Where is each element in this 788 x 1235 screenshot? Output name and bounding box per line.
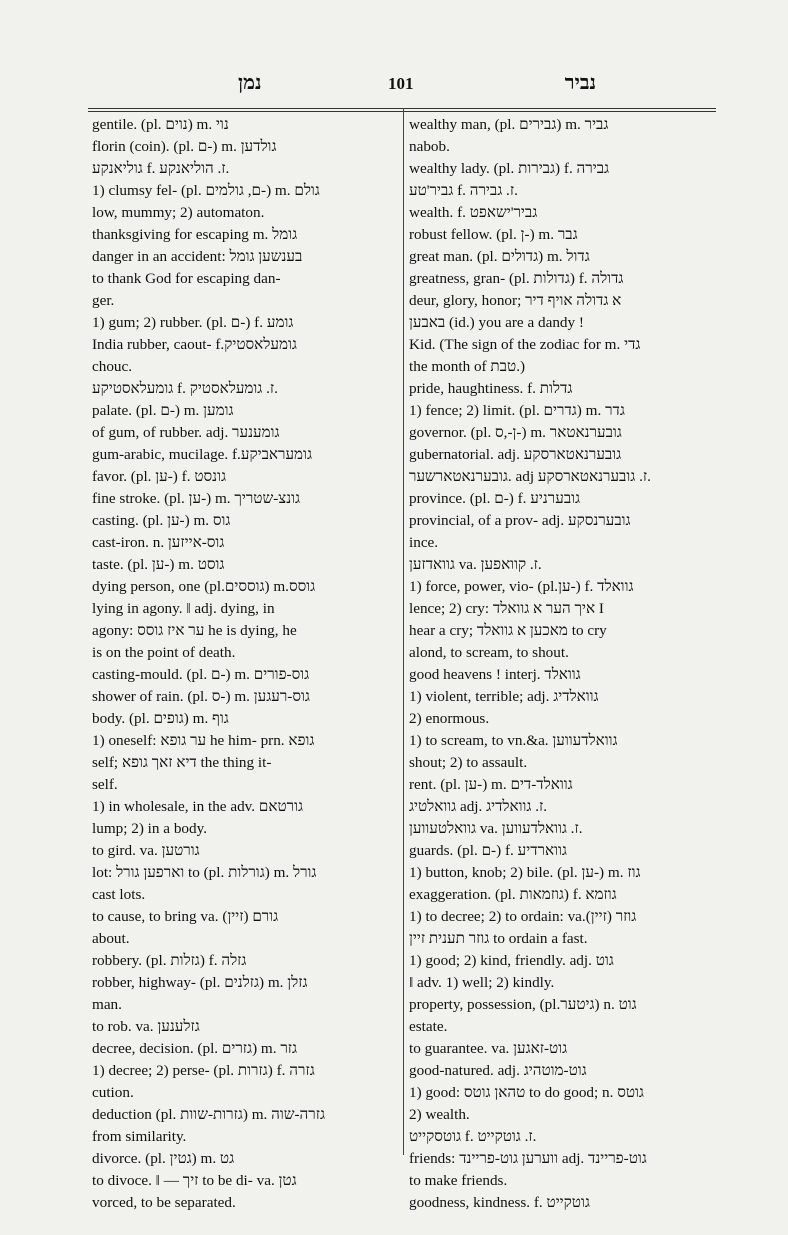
dictionary-line: lence; 2) cry: איך הער א גוואלד I bbox=[409, 600, 604, 617]
dictionary-line: friends: ווערען גוט-פריינד adj. גוט-פריינד bbox=[409, 1150, 647, 1167]
dictionary-line: wealthy man, (pl. גבירים) m. גביר bbox=[409, 116, 609, 133]
dictionary-line: the month of טבת.) bbox=[409, 358, 526, 375]
dictionary-line: gum-arabic, mucilage. f.גומעראביקע bbox=[92, 446, 312, 463]
dictionary-line: India rubber, caout- f.גומעלאסטיק bbox=[92, 336, 297, 353]
dictionary-line: באבען (id.) you are a dandy ! bbox=[409, 314, 584, 331]
dictionary-line: self; דיא זאך גופא the thing it- bbox=[92, 754, 272, 771]
dictionary-line: גוטסקייט f. ז. גוטקייט. bbox=[409, 1128, 537, 1145]
dictionary-line: casting. (pl. ען-) m. גוס bbox=[92, 512, 231, 529]
dictionary-line: about. bbox=[92, 930, 130, 947]
dictionary-line: hear a cry; מאכען א גוואלד to cry bbox=[409, 622, 607, 639]
dictionary-line: wealth. f. גביר'ישאפט bbox=[409, 204, 538, 221]
dictionary-line: גוליאנקע f. ז. הוליאנקע. bbox=[92, 160, 230, 177]
dictionary-line: cast lots. bbox=[92, 886, 146, 903]
dictionary-line: ince. bbox=[409, 534, 439, 551]
page-header bbox=[88, 72, 716, 106]
dictionary-line: to gird. va. גורטען bbox=[92, 842, 200, 859]
dictionary-line: lump; 2) in a body. bbox=[92, 820, 208, 837]
dictionary-line: estate. bbox=[409, 1018, 448, 1035]
dictionary-line: גוואלטעווען va. ז. גוואלדעווען. bbox=[409, 820, 583, 837]
dictionary-line: deduction (pl. גזרות-שוות) m. גזרה-שוה bbox=[92, 1106, 326, 1123]
dictionary-line: good-natured. adj. גוט-מוטהיג bbox=[409, 1062, 587, 1079]
dictionary-line: ger. bbox=[92, 292, 115, 309]
dictionary-line: shout; 2) to assault. bbox=[409, 754, 528, 771]
dictionary-line: ‖ adv. 1) well; 2) kindly. bbox=[409, 974, 555, 991]
dictionary-line: favor. (pl. ען-) f. גונסט bbox=[92, 468, 226, 485]
dictionary-line: province. (pl. ם-) f. גובערניע bbox=[409, 490, 581, 507]
dictionary-line: cast-iron. n. גוס-אייזען bbox=[92, 534, 225, 551]
dictionary-line: chouc. bbox=[92, 358, 133, 375]
dictionary-line: body. (pl. גופים) m. גוף bbox=[92, 710, 229, 727]
dictionary-line: man. bbox=[92, 996, 122, 1013]
dictionary-line: casting-mould. (pl. ם-) m. גוס-פורים bbox=[92, 666, 310, 683]
dictionary-line: 1) decree; 2) perse- (pl. גזרות) f. גזרה bbox=[92, 1062, 315, 1079]
dictionary-line: robbery. (pl. גזלות) f. גזלה bbox=[92, 952, 247, 969]
header-right-word: נביר bbox=[564, 72, 596, 94]
dictionary-line: 1) good; 2) kind, friendly. adj. גוט bbox=[409, 952, 614, 969]
dictionary-line: is on the point of death. bbox=[92, 644, 236, 661]
dictionary-line: 2) enormous. bbox=[409, 710, 490, 727]
dictionary-line: danger in an accident: בענשען גומל bbox=[92, 248, 303, 265]
dictionary-line: 1) oneself: ער גופא he him- prn. גופא bbox=[92, 732, 315, 749]
dictionary-line: fine stroke. (pl. ען-) m. גונצ-שטריך bbox=[92, 490, 301, 507]
dictionary-line: goodness, kindness. f. גוטקייט bbox=[409, 1194, 590, 1211]
dictionary-line: exaggeration. (pl. גוזמאות) f. גוזמא bbox=[409, 886, 617, 903]
column-divider bbox=[403, 108, 404, 1155]
dictionary-line: 2) wealth. bbox=[409, 1106, 470, 1123]
header-rule bbox=[88, 108, 716, 109]
dictionary-line: to divoce. ‖ — זיך to be di- va. גטן bbox=[92, 1172, 297, 1189]
dictionary-line: dying person, one (pl.גוססים) m.גוסס bbox=[92, 578, 316, 595]
dictionary-line: 1) fence; 2) limit. (pl. גדרים) m. גדר bbox=[409, 402, 625, 419]
dictionary-line: lot: וארפען גורל to (pl. גורלות) m. גורל bbox=[92, 864, 317, 881]
dictionary-line: property, possession, (pl.גיטער) n. גוט bbox=[409, 996, 637, 1013]
dictionary-line: 1) violent, terrible; adj. גוואלדיג bbox=[409, 688, 599, 705]
dictionary-line: divorce. (pl. גטין) m. גט bbox=[92, 1150, 235, 1167]
right-column bbox=[409, 114, 714, 1214]
left-column bbox=[92, 114, 397, 1214]
dictionary-line: deur, glory, honor; א גדולה אויף דיר bbox=[409, 292, 622, 309]
dictionary-line: taste. (pl. ען-) m. גוסט bbox=[92, 556, 225, 573]
dictionary-line: גביר'טע f. ז. גבירה. bbox=[409, 182, 518, 199]
dictionary-line: to cause, to bring va. (זיין) גורם bbox=[92, 908, 279, 925]
dictionary-line: gubernatorial. adj. גובערנאטארסקע bbox=[409, 446, 622, 463]
dictionary-line: 1) gum; 2) rubber. (pl. ם-) f. גומע bbox=[92, 314, 294, 331]
dictionary-line: 1) button, knob; 2) bile. (pl. ען-) m. גוז bbox=[409, 864, 641, 881]
dictionary-line: 1) good: טהאן גוטס to do good; n. גוטס bbox=[409, 1084, 644, 1101]
dictionary-line: self. bbox=[92, 776, 118, 793]
dictionary-line: greatness, gran- (pl. גדולות) f. גדולה bbox=[409, 270, 624, 287]
dictionary-line: alond, to scream, to shout. bbox=[409, 644, 569, 661]
dictionary-line: good heavens ! interj. גוואלד bbox=[409, 666, 581, 683]
dictionary-line: cution. bbox=[92, 1084, 134, 1101]
dictionary-line: robber, highway- (pl. גזלנים) m. גזלן bbox=[92, 974, 308, 991]
dictionary-line: to guarantee. va. גוט-זאגען bbox=[409, 1040, 568, 1057]
dictionary-line: to thank God for escaping dan- bbox=[92, 270, 281, 287]
dictionary-line: robust fellow. (pl. ן-) m. גבר bbox=[409, 226, 578, 243]
dictionary-line: vorced, to be separated. bbox=[92, 1194, 236, 1211]
dictionary-line: Kid. (The sign of the zodiac for m. גדי bbox=[409, 336, 641, 353]
dictionary-line: nabob. bbox=[409, 138, 450, 155]
dictionary-line: decree, decision. (pl. גזרים) m. גזר bbox=[92, 1040, 298, 1057]
dictionary-line: thanksgiving for escaping m. גומל bbox=[92, 226, 298, 243]
dictionary-line: גוואדזען va. ז. קוואפען. bbox=[409, 556, 542, 573]
dictionary-line: wealthy lady. (pl. גבירות) f. גבירה bbox=[409, 160, 610, 177]
dictionary-line: 1) in wholesale, in the adv. גורטאם bbox=[92, 798, 304, 815]
header-rule-double bbox=[88, 111, 716, 112]
dictionary-line: great man. (pl. גדולים) m. גדול bbox=[409, 248, 590, 265]
dictionary-line: to rob. va. גזלענען bbox=[92, 1018, 200, 1035]
dictionary-line: lying in agony. ‖ adj. dying, in bbox=[92, 600, 275, 617]
dictionary-line: palate. (pl. ם-) m. גומען bbox=[92, 402, 234, 419]
header-left-word: נמן bbox=[238, 72, 262, 94]
dictionary-line: גומעלאסטיקע f. ז. גומעלאסטיק. bbox=[92, 380, 278, 397]
dictionary-line: 1) clumsy fel- (pl. ם, גולמים-) m. גולם bbox=[92, 182, 320, 199]
dictionary-line: of gum, of rubber. adj. גומענער bbox=[92, 424, 280, 441]
dictionary-line: 1) force, power, vio- (pl.ען-) f. גוואלד bbox=[409, 578, 634, 595]
dictionary-line: גוואלטיג adj. ז. גוואלדיג. bbox=[409, 798, 548, 815]
dictionary-line: low, mummy; 2) automaton. bbox=[92, 204, 265, 221]
dictionary-line: agony: ער איז גוסס he is dying, he bbox=[92, 622, 297, 639]
dictionary-line: governor. (pl. ן-,ס-) m. גובערנאטאר bbox=[409, 424, 622, 441]
dictionary-line: shower of rain. (pl. ס-) m. גוס-רעגען bbox=[92, 688, 310, 705]
dictionary-line: גובערנאטארשער. adj ז. גובערנאטארסקע. bbox=[409, 468, 651, 485]
dictionary-line: pride, haughtiness. f. גדלות bbox=[409, 380, 573, 397]
dictionary-line: 1) to decree; 2) to ordain: va.(זיין) גוזר bbox=[409, 908, 637, 925]
dictionary-line: florin (coin). (pl. ם-) m. גולדען bbox=[92, 138, 277, 155]
dictionary-line: to make friends. bbox=[409, 1172, 508, 1189]
page-number: 101 bbox=[388, 74, 414, 93]
dictionary-line: rent. (pl. ען-) m. גוואלד-דים bbox=[409, 776, 573, 793]
dictionary-line: gentile. (pl. נוים) m. נוי bbox=[92, 116, 229, 133]
dictionary-line: from similarity. bbox=[92, 1128, 187, 1145]
dictionary-line: 1) to scream, to vn.&a. גוואלדעווען bbox=[409, 732, 618, 749]
dictionary-line: גוזר תענית זיין to ordain a fast. bbox=[409, 930, 588, 947]
dictionary-line: provincial, of a prov- adj. גובערנסקע bbox=[409, 512, 631, 529]
dictionary-line: guards. (pl. ם-) f. גווארדיע bbox=[409, 842, 567, 859]
